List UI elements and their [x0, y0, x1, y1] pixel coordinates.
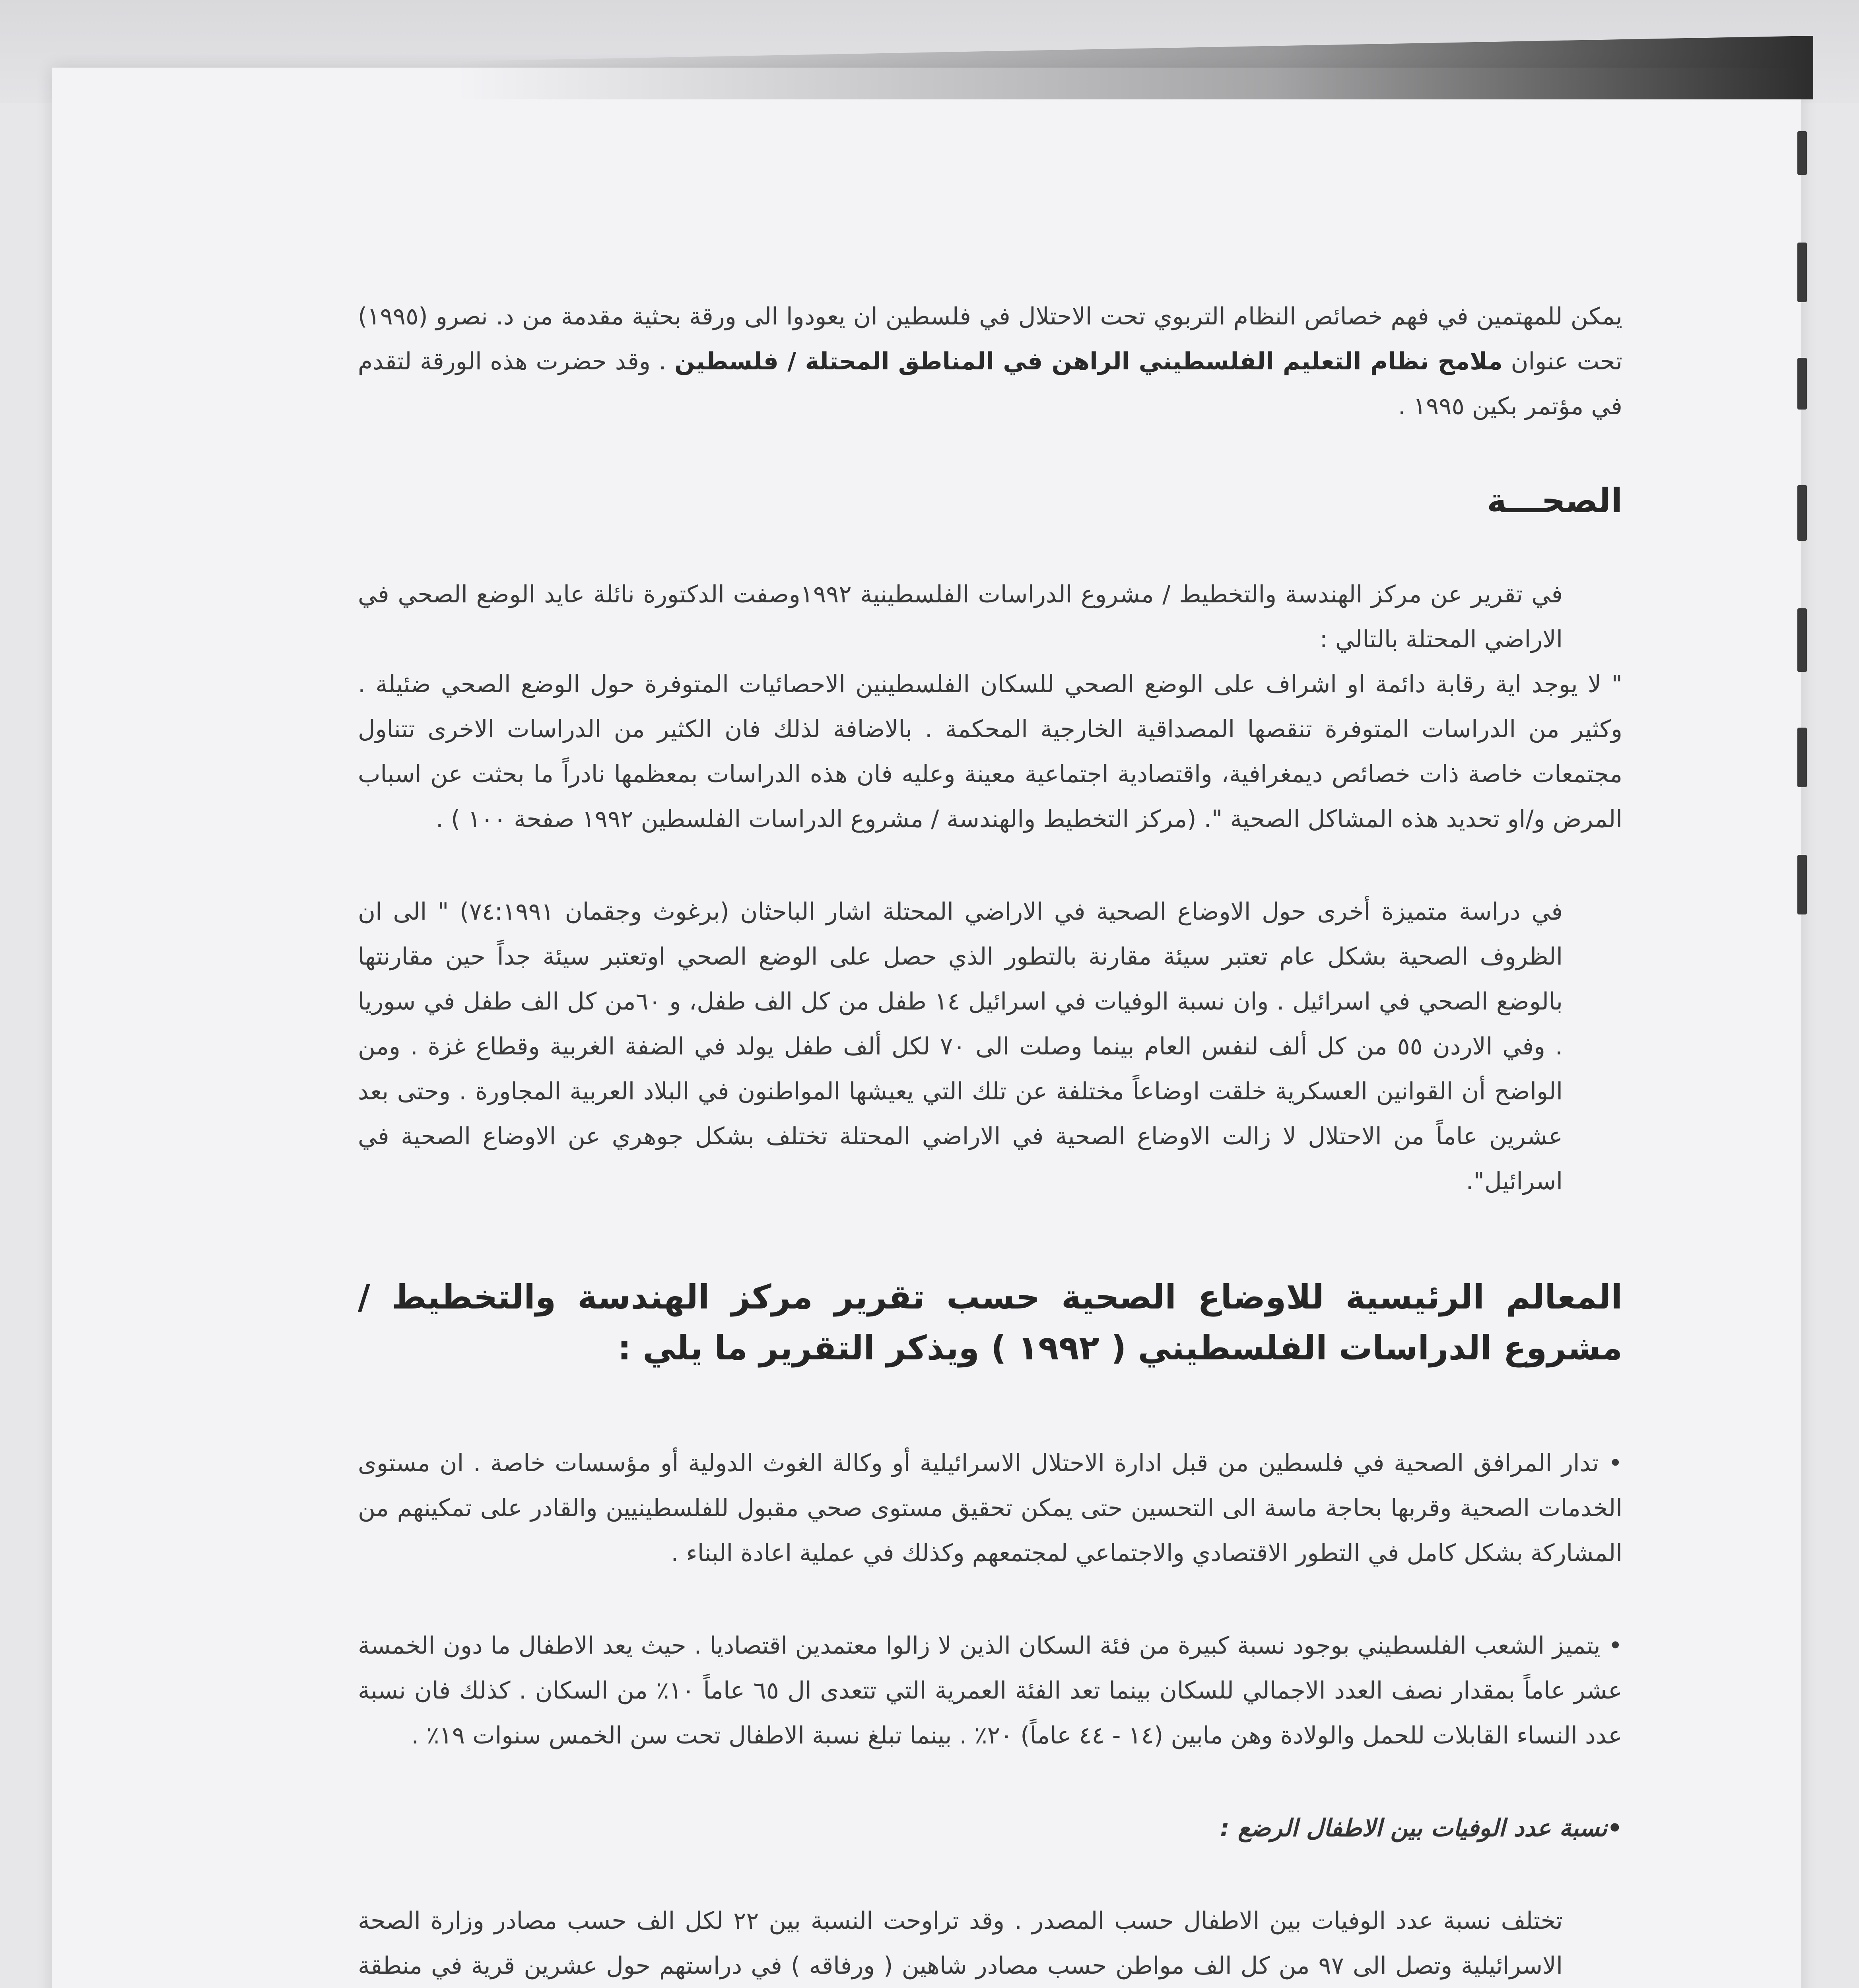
binding-mark	[1797, 608, 1807, 672]
binding-mark	[1797, 728, 1807, 787]
binding-mark	[1797, 131, 1807, 175]
binding-mark	[1797, 485, 1807, 541]
health-heading: الصحـــة	[1487, 481, 1622, 520]
intro-text: يمكن للمهتمين في فهم خصائص النظام التربوي تحت الاحتلال في فلسطين ان يعودوا الى ورقة بحثية مقدمة من د. نصرو (١٩٩٥) تحت عنوان	[358, 303, 1622, 375]
infant-mortality-heading: •نسبة عدد الوفيات بين الاطفال الرضع :	[1220, 1814, 1622, 1842]
intro-end: . وقد حضرت هذه الورقة لتقدم في مؤتمر بكين ١٩٩٥ .	[358, 348, 1622, 420]
binding-mark	[1797, 243, 1807, 302]
binding-mark	[1797, 358, 1807, 410]
intro-paper-title: ملامح نظام التعليم الفلسطيني الراهن في المناطق المحتلة / فلسطين	[674, 348, 1503, 375]
bullet-population: • يتميز الشعب الفلسطيني بوجود نسبة كبيرة من فئة السكان الذين لا زالوا معتمدين اقتصاديا . حيث يعد الاطفال ما دون الخمسة عشر عاماً بمقدار نصف العدد الاجمالي للسكان بينما تعد الفئة العمرية التي تتعدى ال ٦٥ عاماً ١٠٪ من السكان . كذلك فان نسبة عدد النساء القابلات للحمل والولادة وهن مابين (١٤ - ٤٤ عاماً) ٢٠٪ . بينما تبلغ نسبة الاطفال تحت سن الخمس سنوات ١٩٪ .	[358, 1632, 1622, 1749]
main-features-heading: المعالم الرئيسية للاوضاع الصحية حسب تقرير مركز الهندسة والتخطيط / مشروع الدراسات الفلسطيني ( ١٩٩٢ ) ويذكر التقرير ما يلي :	[358, 1277, 1622, 1367]
intro-paragraph	[358, 294, 1622, 429]
bullet-facilities: • تدار المرافق الصحية في فلسطين من قبل ادارة الاحتلال الاسرائيلية أو وكالة الغوث الدولية أو مؤسسات خاصة . ان مستوى الخدمات الصحية وقربها بحاجة ماسة الى التحسين حتى يمكن تحقيق مستوى صحي مقبول للفلسطينيين والقادر على تمكينهم من المشاركة بشكل كامل في التطور الاقتصادي والاجتماعي لمجتمعهم وكذلك في عملية اعادة البناء .	[358, 1449, 1622, 1567]
health-quote-paragraph: " لا يوجد اية رقابة دائمة او اشراف على الوضع الصحي للسكان الفلسطينين الاحصائيات المتوفرة حول الوضع الصحي ضئيلة . وكثير من الدراسات المتوفرة تنقصها المصداقية الخارجية المحكمة . بالاضافة لذلك فان الكثير من الدراسات الاخرى تتناول مجتمعات خاصة ذات خصائص ديمغرافية، واقتصادية اجتماعية معينة وعليه فان هذه الدراسات بمعظمها نادراً ما بحثت عن اسباب المرض و/او تحديد هذه المشاكل الصحية ". (مركز التخطيط والهندسة / مشروع الدراسات الفلسطين ١٩٩٢ صفحة ١٠٠ ) .	[358, 670, 1622, 833]
document-body	[358, 294, 1622, 1988]
binding-mark	[1797, 855, 1807, 914]
health-intro-paragraph: في تقرير عن مركز الهندسة والتخطيط / مشروع الدراسات الفلسطينية ١٩٩٢وصفت الدكتورة نائلة عايد الوضع الصحي في الاراضي المحتلة بالتالي :	[358, 580, 1563, 653]
infant-mortality-paragraph: تختلف نسبة عدد الوفيات بين الاطفال حسب المصدر . وقد تراوحت النسبة بين ٢٢ لكل الف حسب مصادر وزارة الصحة الاسرائيلية وتصل الى ٩٧ من كل الف مواطن حسب مصادر شاهين ( ورفاقه ) في دراستهم حول عشرين قرية في منطقة	[358, 1907, 1563, 1980]
health-study-paragraph: في دراسة متميزة أخرى حول الاوضاع الصحية في الاراضي المحتلة اشار الباحثان (برغوث وجقمان ٧٤:١٩٩١) " الى ان الظروف الصحية بشكل عام تعتبر سيئة مقارنة بالتطور الذي حصل على الوضع الصحي اوتعتبر سيئة جداً حين مقارنتها بالوضع الصحي في اسرائيل . وان نسبة الوفيات في اسرائيل ١٤ طفل من كل الف طفل، و ٦٠من كل الف طفل في سوريا . وفي الاردن ٥٥ من كل ألف لنفس العام بينما وصلت الى ٧٠ لكل ألف طفل يولد في الضفة الغربية وقطاع غزة . ومن الواضح أن القوانين العسكرية خلقت اوضاعاً مختلفة عن تلك التي يعيشها المواطنون في البلاد العربية المجاورة . وحتى بعد عشرين عاماً من الاحتلال لا زالت الاوضاع الصحية في الاراضي المحتلة تختلف بشكل جوهري عن الاوضاع الصحية في اسرائيل".	[358, 898, 1563, 1195]
